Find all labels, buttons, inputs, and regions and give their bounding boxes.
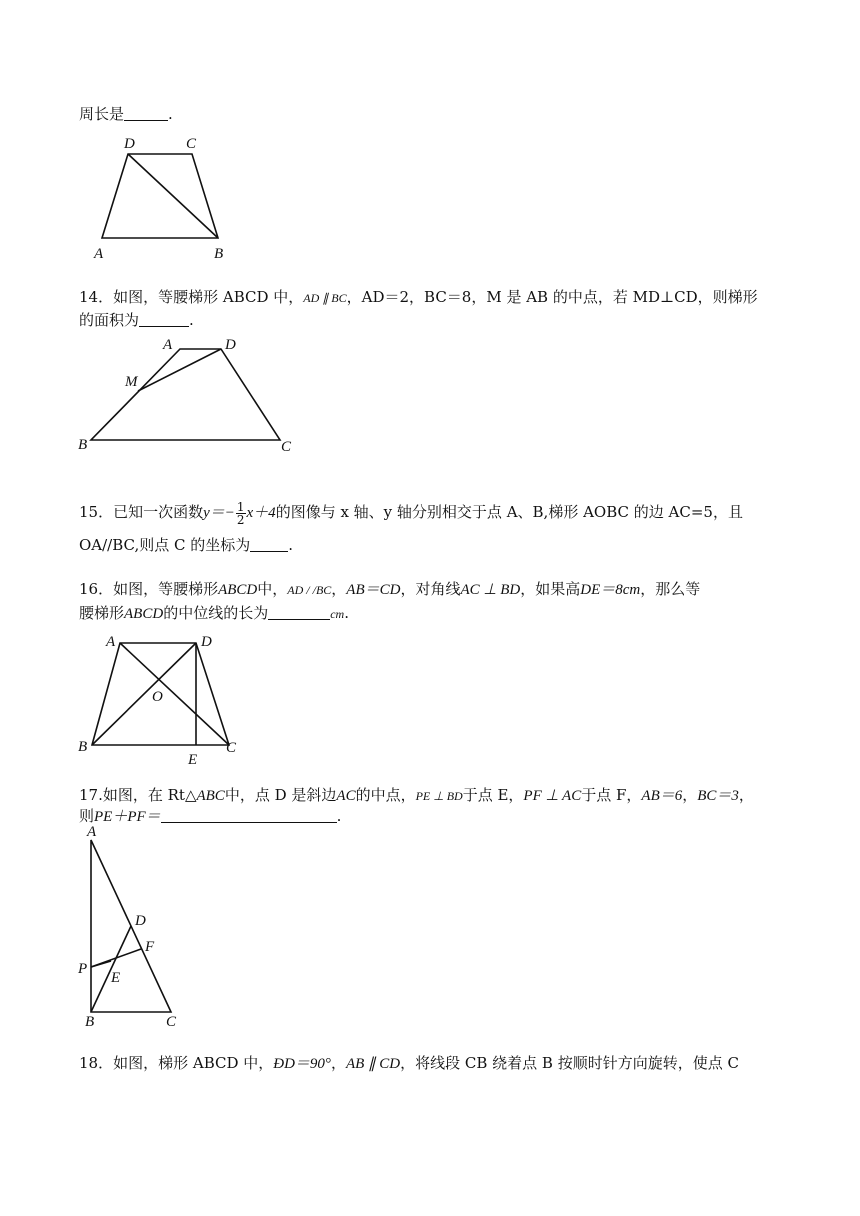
- q17-segment-bd: [91, 926, 131, 1012]
- q15-line1: 15．已知一次函数y＝− $\frac{1}{2}$ x＋4的图像与 x 轴、y 轴分别相交于点 A、B,梯形 AOBC 的边 AC=5，且: [79, 499, 743, 527]
- q17-label-c: C: [166, 1014, 177, 1030]
- q13-answer-blank[interactable]: [124, 106, 168, 121]
- q16-diagonal-bd: [92, 643, 196, 745]
- q17-label-b: B: [85, 1014, 95, 1030]
- q16-figure: [75, 630, 245, 768]
- q14-line1: 14．如图，等腰梯形 ABCD 中，AD ∥ BC，AD＝2，BC＝8，M 是 AB 的中点，若 MD⊥CD，则梯形: [79, 288, 758, 306]
- q14-label-a: A: [163, 337, 173, 353]
- q13-text: 周长是 .: [79, 105, 173, 123]
- q18-line1: 18．如图，梯形 ABCD 中，ÐD＝90°，AB ∥ CD，将线段 CB 绕着点 B 按顺时针方向旋转，使点 C: [79, 1054, 739, 1072]
- q13-label-d: D: [124, 136, 135, 152]
- q14-label-m: M: [125, 374, 138, 390]
- q14-trapezoid: [91, 349, 280, 440]
- q13-trapezoid: [102, 154, 218, 238]
- q17-segment-pf: [91, 949, 141, 967]
- q17-label-p: P: [78, 961, 88, 977]
- q16-label-e: E: [188, 752, 198, 768]
- q17-label-a: A: [87, 824, 97, 840]
- q16-label-o: O: [152, 689, 163, 705]
- q14-label-b: B: [78, 437, 88, 453]
- q16-label-d: D: [201, 634, 212, 650]
- q14-label-d: D: [225, 337, 236, 353]
- q17-line2: 则PE＋PF＝ .: [79, 807, 342, 825]
- q14-figure: [75, 335, 305, 460]
- q16-label-c: C: [226, 740, 237, 756]
- q15-line2: OA//BC,则点 C 的坐标为 .: [79, 536, 294, 554]
- q17-label-e: E: [111, 970, 121, 986]
- q17-answer-blank[interactable]: [161, 808, 337, 823]
- q17-label-f: F: [145, 939, 155, 955]
- q16-label-b: B: [78, 739, 88, 755]
- q15-answer-blank[interactable]: [250, 537, 288, 552]
- q17-line1: 17.如图，在 Rt△ABC中，点 D 是斜边AC的中点，PE ⊥ BD于点 E，PF ⊥ AC于点 F，AB＝6，BC＝3，: [79, 786, 754, 804]
- q17-figure: [75, 822, 195, 1037]
- q16-label-a: A: [106, 634, 116, 650]
- q16-answer-blank[interactable]: [268, 605, 330, 620]
- q13-label-a: A: [94, 246, 104, 262]
- q13-figure: [80, 128, 240, 268]
- q13-label-b: B: [214, 246, 224, 262]
- q14-answer-blank[interactable]: [139, 312, 189, 327]
- q15-fraction: $\frac{1}{2}$: [236, 499, 245, 527]
- q14-line2: 的面积为 .: [79, 311, 194, 329]
- q17-label-d: D: [135, 913, 146, 929]
- q16-line2: 腰梯形ABCD的中位线的长为 cm.: [79, 604, 349, 622]
- q14-label-c: C: [281, 439, 292, 455]
- q14-segment-md: [138, 349, 221, 391]
- q16-line1: 16．如图，等腰梯形ABCD中，AD / /BC，AB＝CD，对角线AC ⊥ BD，如果高DE＝8cm，那么等: [79, 580, 701, 598]
- q13-label-c: C: [186, 136, 197, 152]
